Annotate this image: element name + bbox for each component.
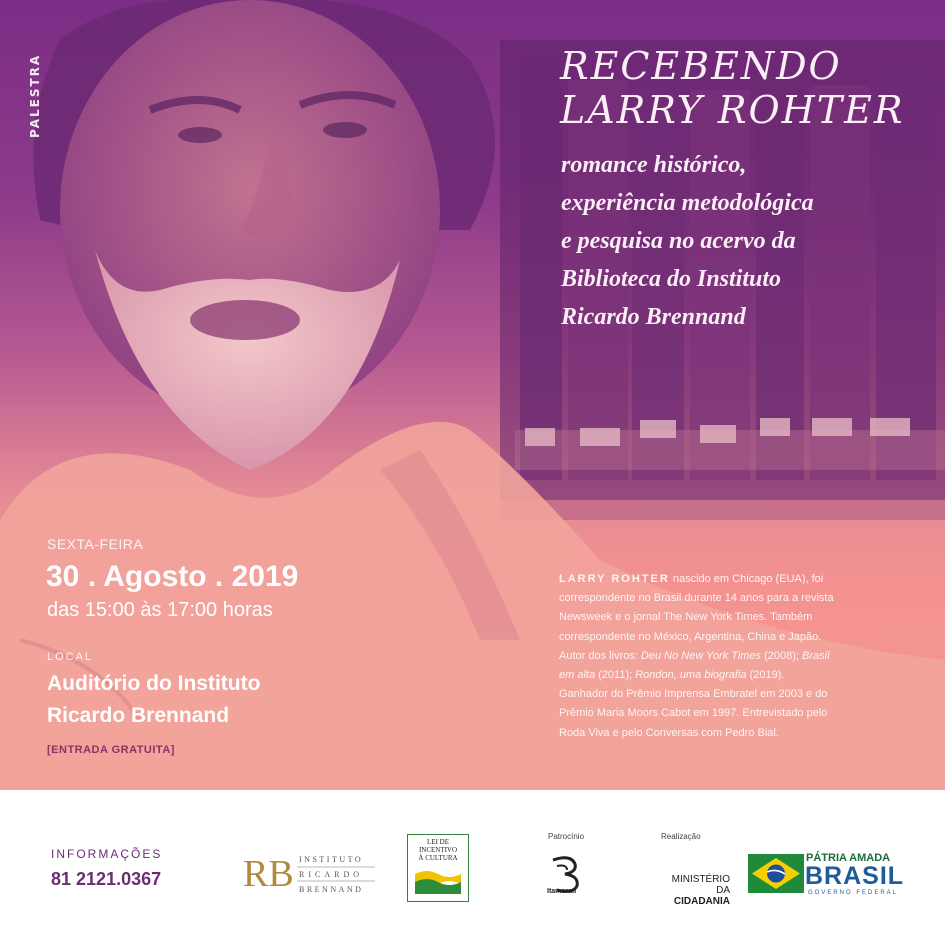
info-label: INFORMAÇÕES <box>51 847 163 861</box>
ministry-line-2: CIDADANIA <box>673 896 730 907</box>
lei-line-3: À CULTURA <box>418 854 458 862</box>
bio-book: Rondon, uma biografia <box>635 669 747 682</box>
bio-book: Deu No New York Times <box>640 649 762 662</box>
bio-text: (2019). Ganhador do Prêmio Imprensa Embratel em 2003 e do Prêmio Maria Moors Cabot em 1997. Entrevistado pelo Roda Viva e pelo Conversas com Pedro Bial. <box>559 669 828 739</box>
ministry-line-1: MINISTÉRIO DA <box>671 874 730 896</box>
bio-book: Brasil em alta <box>559 649 830 682</box>
subtitle-line: e pesquisa no acervo da <box>561 228 796 254</box>
brasil-flag-icon <box>748 854 804 893</box>
bio-text: nascido em Chicago (EUA), foi correspondente no Brasil durante 14 anos para a revista Newsweek e o jornal The New York Times. Também correspondente no México, Argentina, China e Japão. Autor dos livros: <box>559 573 834 662</box>
sponsor-label: Patrocínio <box>548 832 585 841</box>
title-line-1: RECEBENDO <box>560 44 842 88</box>
venue <box>47 668 347 732</box>
rb-line-2: RICARDO <box>299 870 364 879</box>
gov-country: BRASIL <box>805 862 905 890</box>
bio-name: LARRY ROHTER <box>559 573 670 585</box>
rb-monogram: RB <box>243 853 294 895</box>
title-line-2: LARRY ROHTER <box>560 88 905 132</box>
speaker-bio <box>559 570 834 743</box>
ministry-name <box>660 874 730 907</box>
instituto-ricardo-brennand-logo <box>243 852 378 897</box>
event-hours: das 15:00 às 17:00 horas <box>47 599 273 621</box>
lei-line-1: LEI DE <box>427 838 449 846</box>
event-title <box>560 44 940 132</box>
event-date: 30 . Agosto . 2019 <box>46 560 299 593</box>
entrance-note: [ENTRADA GRATUITA] <box>47 744 175 756</box>
event-subtitle <box>561 146 921 336</box>
subtitle-line: Biblioteca do Instituto <box>561 266 782 292</box>
local-label: LOCAL <box>47 651 94 663</box>
vertical-label: PALESTRA <box>28 53 42 138</box>
gov-sub: GOVERNO FEDERAL <box>808 890 899 896</box>
subtitle-line: experiência metodológica <box>561 190 814 216</box>
lei-incentivo-logo <box>407 834 469 902</box>
rb-line-3: BRENNAND <box>299 885 364 894</box>
subtitle-line: Ricardo Brennand <box>561 304 746 330</box>
subtitle-line: romance histórico, <box>561 152 747 178</box>
realization-label: Realização <box>661 832 701 841</box>
lei-text <box>409 838 467 862</box>
footer-logos <box>0 790 945 945</box>
info-phone[interactable]: 81 2121.0367 <box>51 869 162 889</box>
lei-incentivo-flag-icon <box>415 868 461 894</box>
rb-line-1: INSTITUTO <box>299 855 364 864</box>
venue-line-2: Ricardo Brennand <box>47 704 230 727</box>
itamarati-name: Itamarati <box>547 888 577 895</box>
gov-slogan: PÁTRIA AMADA <box>806 852 891 864</box>
venue-line-1: Auditório do Instituto <box>47 672 261 695</box>
weekday: SEXTA-FEIRA <box>47 536 144 552</box>
lei-line-2: INCENTIVO <box>418 846 458 854</box>
bio-text: (2008); <box>761 649 803 662</box>
bio-text: (2011); <box>595 669 636 682</box>
